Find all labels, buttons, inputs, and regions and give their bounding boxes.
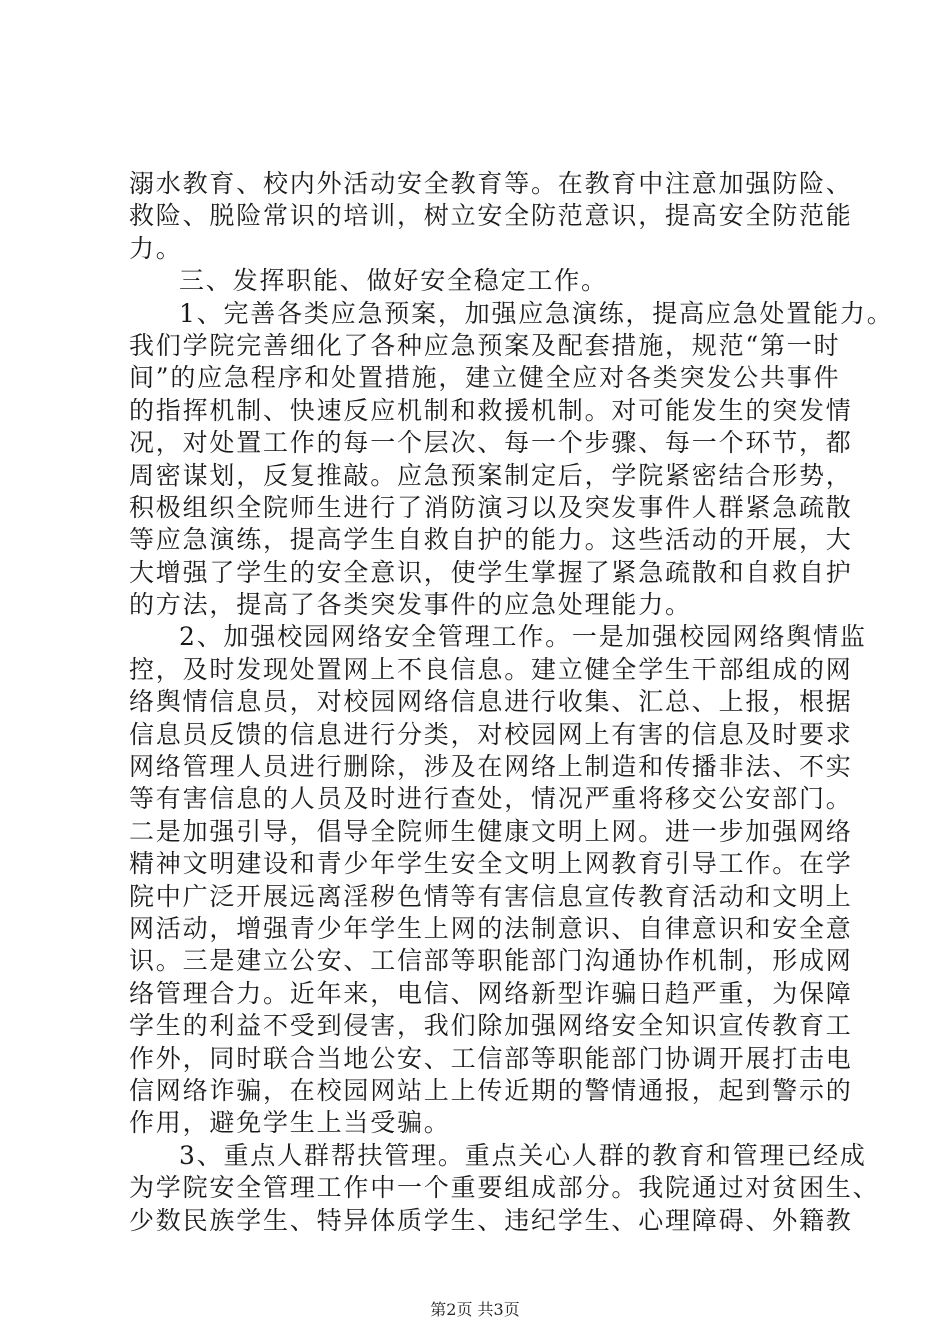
text-line: 大增强了学生的安全意识，使学生掌握了紧急疏散和自救自护 bbox=[129, 557, 853, 587]
text-line: 我们学院完善细化了各种应急预案及配套措施，规范“第一时 bbox=[129, 330, 841, 360]
text-line: 等有害信息的人员及时进行查处，情况严重将移交公安部门。 bbox=[129, 784, 853, 814]
page-number: 第2页 共3页 bbox=[430, 1300, 520, 1319]
text-line: 溺水教育、校内外活动安全教育等。在教育中注意加强防险、 bbox=[129, 169, 853, 198]
text-line: 二是加强引导，倡导全院师生健康文明上网。进一步加强网络 bbox=[129, 816, 853, 846]
text-line: 精神文明建设和青少年学生安全文明上网教育引导工作。在学 bbox=[129, 849, 853, 879]
document-body bbox=[129, 168, 894, 1237]
text-line: 少数民族学生、特异体质学生、违纪学生、心理障碍、外籍教 bbox=[129, 1205, 853, 1235]
text-line: 网活动，增强青少年学生上网的法制意识、自律意识和安全意 bbox=[129, 913, 853, 943]
text-line: 况，对处置工作的每一个层次、每一个步骤、每一个环节，都 bbox=[129, 428, 853, 458]
text-line: 络舆情信息员，对校园网络信息进行收集、汇总、上报，根据 bbox=[129, 687, 853, 717]
text-line: 1、完善各类应急预案，加强应急演练，提高应急处置能力。 bbox=[179, 298, 894, 328]
text-line: 院中广泛开展远离淫秽色情等有害信息宣传教育活动和文明上 bbox=[129, 881, 853, 911]
text-line: 络管理合力。近年来，电信、网络新型诈骗日趋严重，为保障 bbox=[129, 978, 853, 1008]
text-line: 周密谋划，反复推敲。应急预案制定后，学院紧密结合形势， bbox=[129, 460, 853, 490]
text-line: 网络管理人员进行删除，涉及在网络上制造和传播非法、不实 bbox=[129, 752, 853, 782]
text-line: 3、重点人群帮扶管理。重点关心人群的教育和管理已经成 bbox=[179, 1140, 867, 1170]
text-line: 的指挥机制、快速反应机制和救援机制。对可能发生的突发情 bbox=[129, 395, 853, 425]
text-line: 的方法，提高了各类突发事件的应急处理能力。 bbox=[129, 590, 692, 620]
text-line: 信网络诈骗，在校园网站上上传近期的警情通报，起到警示的 bbox=[129, 1075, 853, 1105]
text-line: 积极组织全院师生进行了消防演习以及突发事件人群紧急疏散 bbox=[129, 492, 853, 522]
text-line: 学生的利益不受到侵害，我们除加强网络安全知识宣传教育工 bbox=[129, 1011, 853, 1041]
text-line: 间”的应急程序和处置措施，建立健全应对各类突发公共事件 bbox=[129, 363, 841, 393]
text-line: 力。 bbox=[129, 233, 183, 263]
text-line: 三、发挥职能、做好安全稳定工作。 bbox=[179, 266, 608, 296]
text-line: 作用，避免学生上当受骗。 bbox=[129, 1108, 451, 1138]
text-line: 2、加强校园网络安全管理工作。一是加强校园网络舆情监 bbox=[179, 622, 867, 652]
text-line: 为学院安全管理工作中一个重要组成部分。我院通过对贫困生、 bbox=[129, 1173, 880, 1203]
text-line: 作外，同时联合当地公安、工信部等职能部门协调开展打击电 bbox=[129, 1043, 853, 1073]
text-line: 识。三是建立公安、工信部等职能部门沟通协作机制，形成网 bbox=[129, 946, 853, 976]
text-line: 等应急演练，提高学生自救自护的能力。这些活动的开展，大 bbox=[129, 525, 853, 555]
text-line: 信息员反馈的信息进行分类，对校园网上有害的信息及时要求 bbox=[129, 719, 853, 749]
text-line: 救险、脱险常识的培训，树立安全防范意识，提高安全防范能 bbox=[129, 201, 853, 231]
text-line: 控，及时发现处置网上不良信息。建立健全学生干部组成的网 bbox=[129, 654, 853, 684]
